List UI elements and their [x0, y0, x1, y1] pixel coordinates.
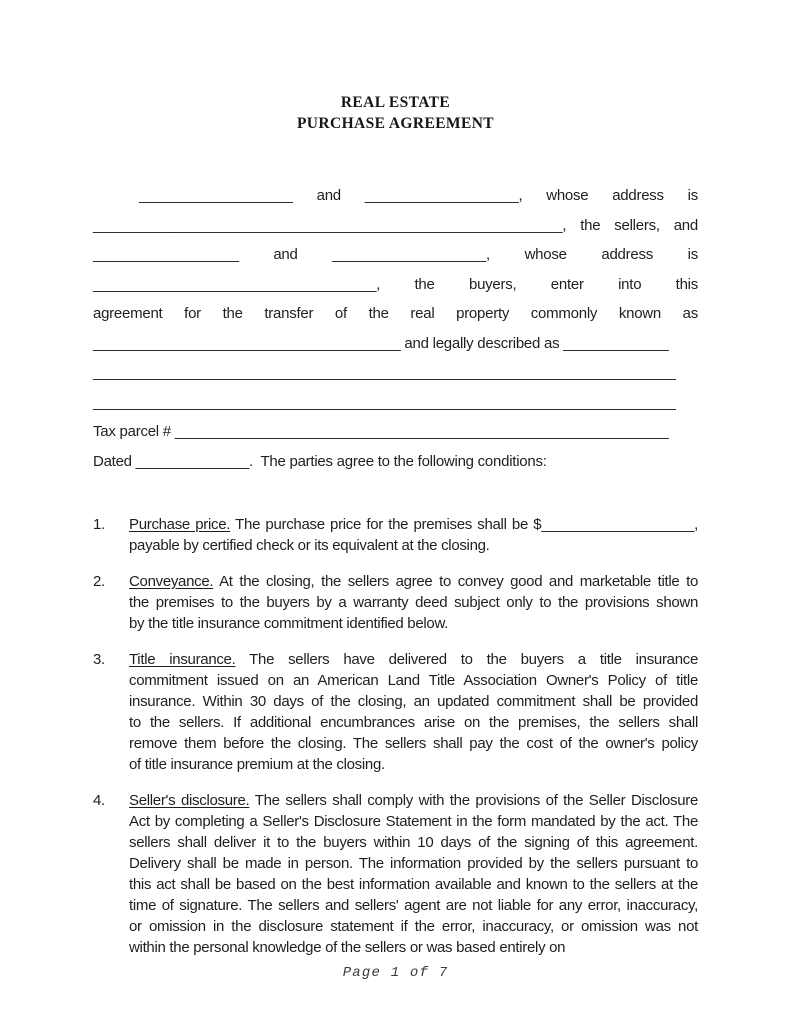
item-body [129, 790, 698, 958]
conditions-list [93, 514, 698, 958]
item-line [129, 790, 698, 811]
intro-blank-line-1: ________________________________________________________________________ [93, 364, 676, 381]
item-line: Act by completing a Seller's Disclosure Statement in the form mandated by the act. The [129, 813, 698, 830]
item-line: Delivery shall be made in person. The information provided by the sellers pursuant to [129, 855, 698, 872]
intro-line-agreement: agreement for the transfer of the real property commonly known as [93, 305, 698, 322]
tax-parcel-line: Tax parcel # _____________________________________________________________ [93, 423, 669, 440]
item-line: within the personal knowledge of the sellers or was based entirely on [129, 939, 566, 956]
intro-line-legal-description: ______________________________________ and legally described as _____________ [93, 334, 669, 352]
page-number: Page 1 of 7 [342, 965, 449, 981]
item-heading: Conveyance. [129, 573, 214, 590]
intro-line-sellers-names: ___________________ and ___________________, whose address is [139, 187, 698, 204]
item-line-text: The sellers shall comply with the provisions of the Seller Disclosure [249, 792, 698, 809]
intro-line-buyers-address: ___________________________________, the buyers, enter into this [93, 275, 698, 293]
agreement-item-title-insurance [93, 649, 698, 775]
item-body [129, 514, 698, 556]
item-line: time of signature. The sellers and sellers' agent are not liable for any error, inaccuracy, [129, 897, 698, 914]
item-heading: Purchase price. [129, 516, 231, 533]
title-line-2: PURCHASE AGREEMENT [296, 115, 495, 132]
item-body [129, 571, 698, 634]
intro-blank-line-2: ________________________________________________________________________ [93, 393, 676, 411]
item-line: to the sellers. If additional encumbrances arise on the premises, the sellers shall [129, 714, 698, 731]
item-line [129, 571, 698, 592]
item-number: 4. [93, 792, 105, 809]
item-line-text: At the closing, the sellers agree to convey good and marketable title to [213, 573, 698, 590]
item-line-text: The purchase price for the premises shall be $___________________, [230, 516, 698, 533]
document-title [0, 0, 791, 134]
item-line [129, 649, 698, 670]
item-line: the premises to the buyers by a warranty deed subject only to the provisions shown [129, 594, 698, 611]
item-heading: Seller's disclosure. [129, 792, 250, 809]
item-number: 2. [93, 573, 105, 590]
item-line: commitment issued on an American Land Title Association Owner's Policy of title [129, 672, 698, 689]
page-footer [0, 965, 791, 981]
agreement-item-sellers-disclosure [93, 790, 698, 958]
item-line: or omission in the disclosure statement if the error, inaccuracy, or omission was not [129, 918, 698, 935]
item-line: this act shall be based on the best information available and known to the sellers at the [129, 876, 698, 893]
dated-line: Dated ______________. The parties agree to the following conditions: [93, 452, 547, 470]
intro-paragraph [93, 181, 698, 476]
title-line-1: REAL ESTATE [340, 94, 451, 111]
item-heading: Title insurance. [129, 651, 236, 668]
item-body [129, 649, 698, 775]
item-line: sellers shall deliver it to the buyers within 10 days of the signing of this agreement. [129, 834, 698, 851]
agreement-item-purchase-price [93, 514, 698, 556]
item-line: payable by certified check or its equivalent at the closing. [129, 537, 490, 554]
item-line: remove them before the closing. The sellers shall pay the cost of the owner's policy [129, 735, 698, 752]
item-line: insurance. Within 30 days of the closing, an updated commitment shall be provided [129, 693, 698, 710]
item-number: 3. [93, 651, 105, 668]
item-line-text: The sellers have delivered to the buyers a title insurance [235, 651, 698, 668]
item-line: by the title insurance commitment identified below. [129, 615, 449, 632]
intro-line-sellers-address: __________________________________________________________, the sellers, and [93, 216, 698, 234]
item-number: 1. [93, 516, 105, 533]
intro-line-buyers-names: __________________ and ___________________, whose address is [93, 246, 698, 263]
item-line [129, 514, 698, 535]
item-line: of title insurance premium at the closing. [129, 756, 385, 773]
agreement-item-conveyance [93, 571, 698, 634]
